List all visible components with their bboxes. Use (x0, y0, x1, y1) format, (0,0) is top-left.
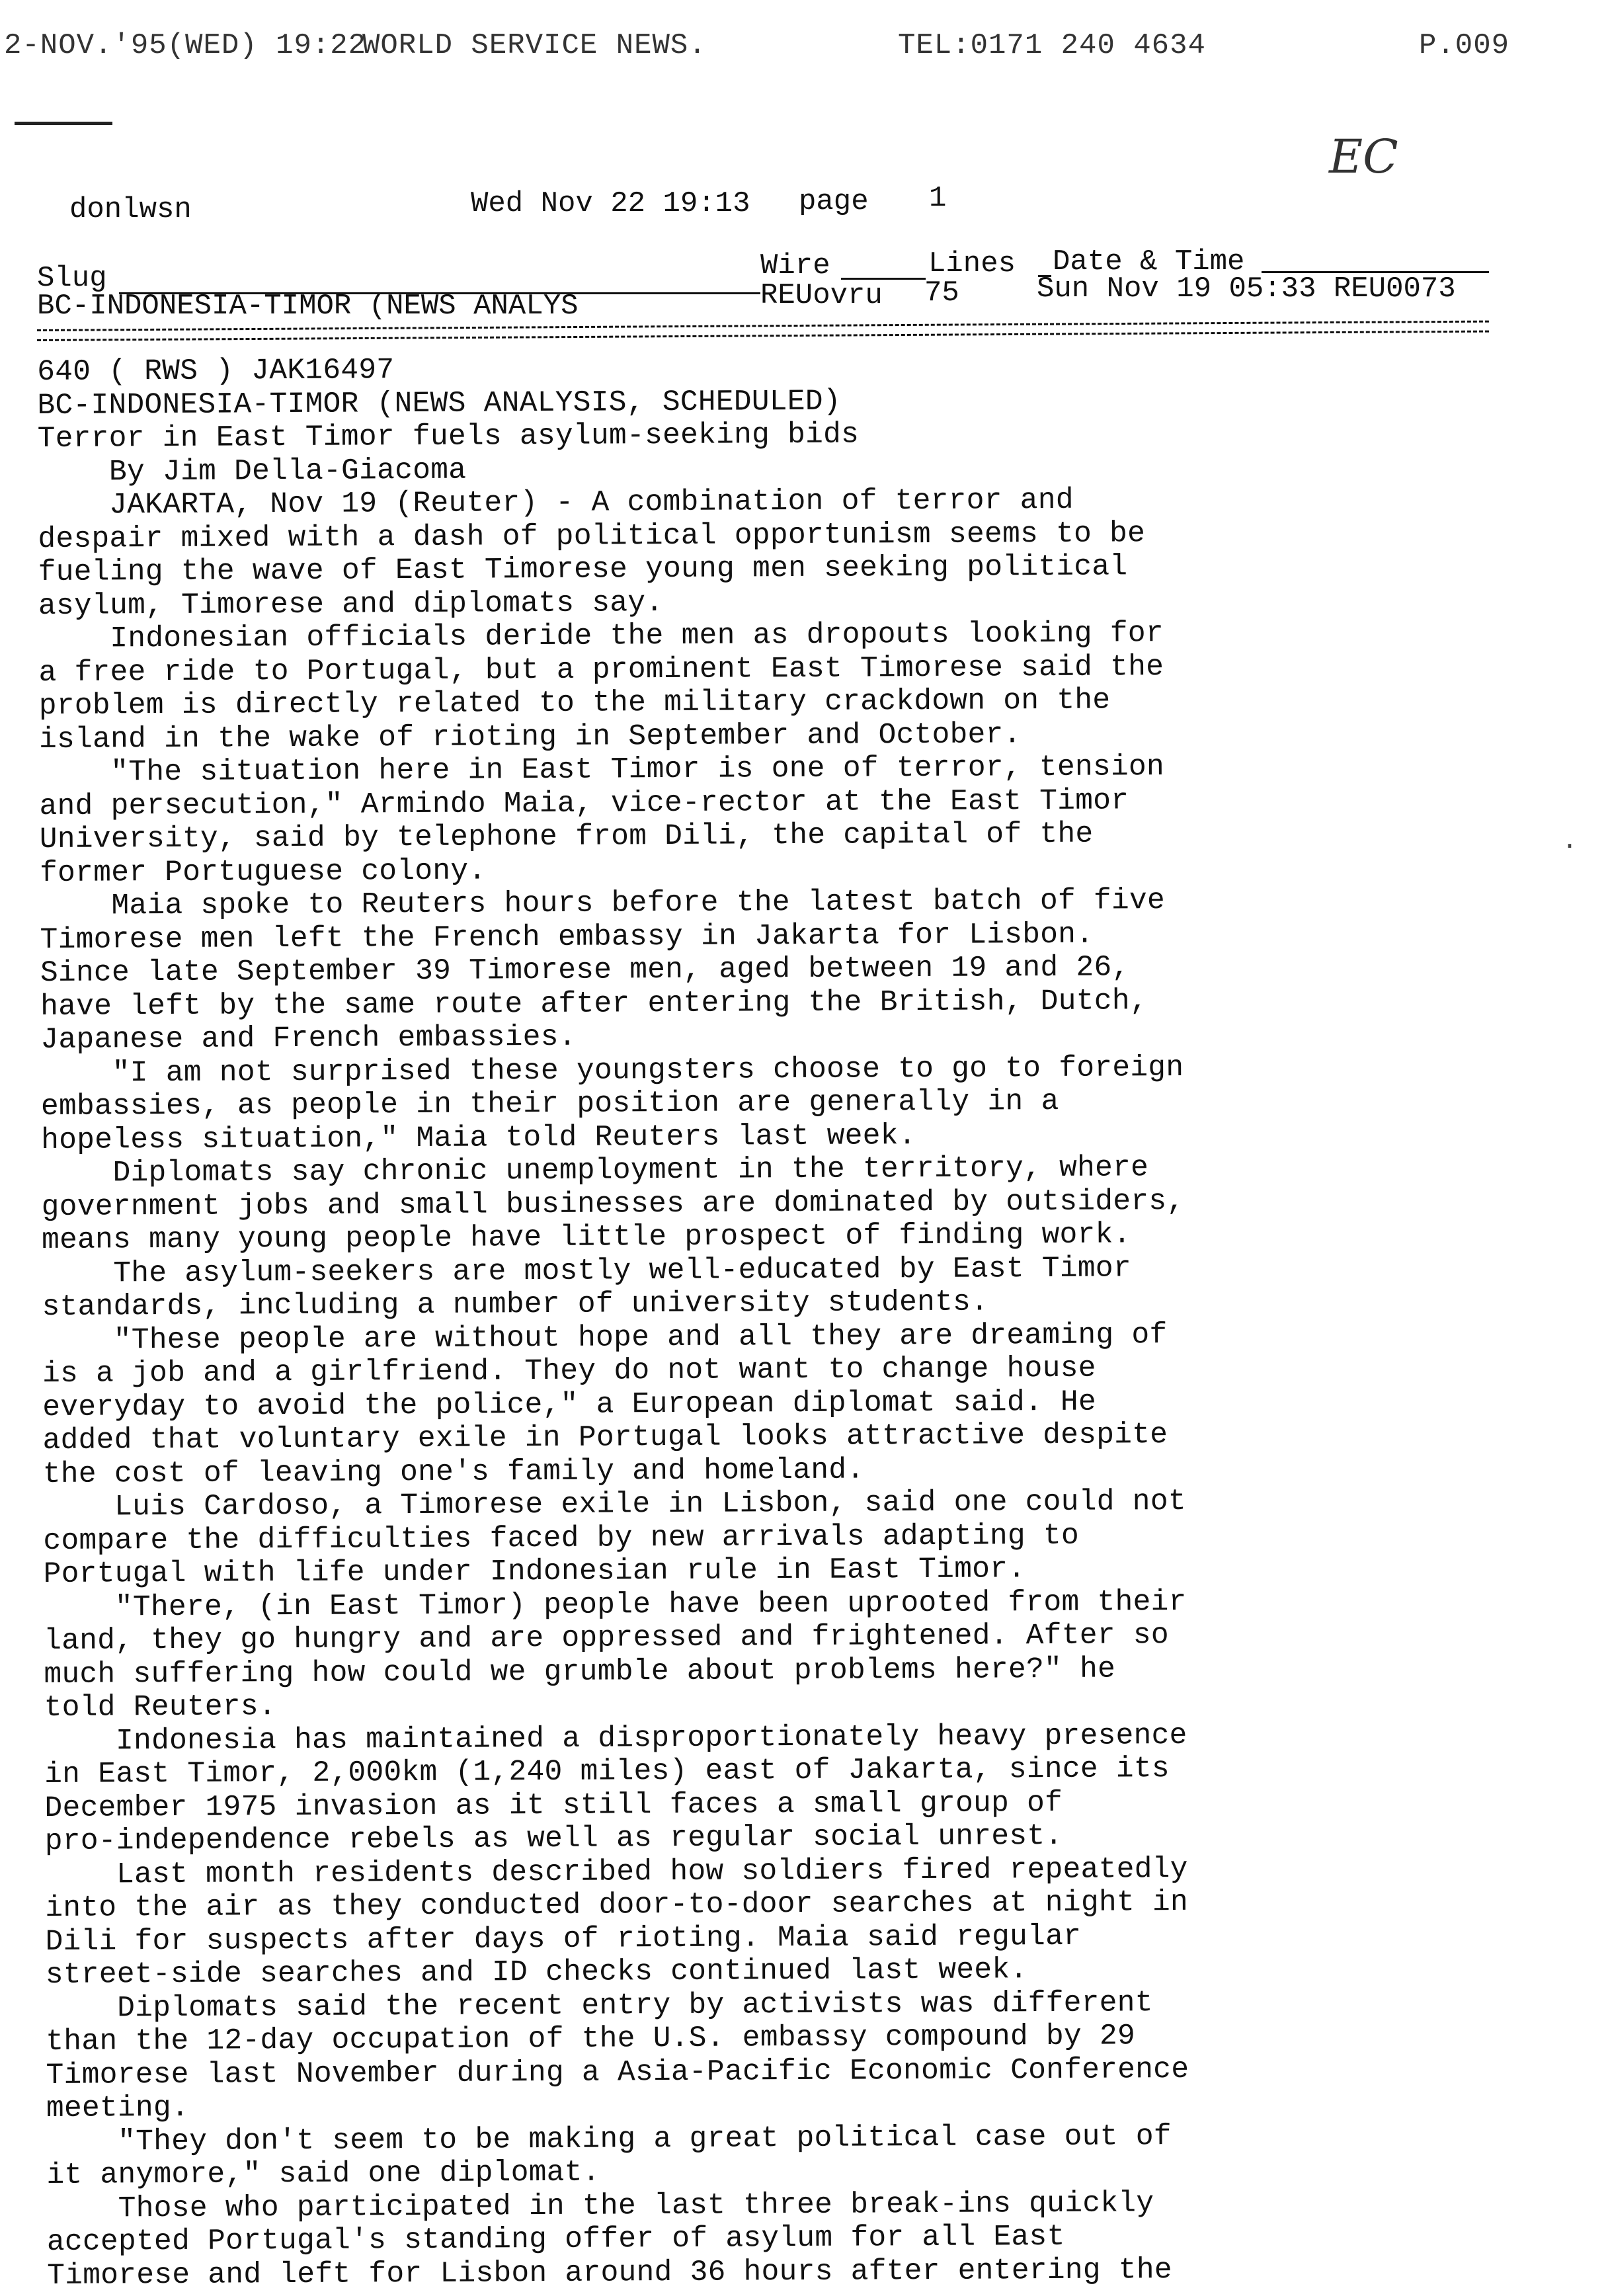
article-body (37, 348, 1568, 2293)
article-line: University, said by telephone from Dili, the capital of the (39, 817, 1094, 856)
fax-date: 2-NOV.'95(WED) 19:22 (4, 29, 367, 62)
article-line: accepted Portugal's standing offer of asylum for all East (46, 2220, 1065, 2259)
lines-label: Lines (928, 247, 1016, 280)
article-line: "I am not surprised these youngsters choose to go to foreign (40, 1051, 1184, 1090)
fax-divider (15, 122, 112, 125)
article-line: "They don't seem to be making a great political case out of (46, 2119, 1172, 2159)
article-line: Since late September 39 Timorese men, aged between 19 and 26, (40, 951, 1130, 990)
article-line: than the 12-day occupation of the U.S. embassy compound by 29 (46, 2020, 1136, 2059)
article-line: island in the wake of rioting in September and October. (38, 718, 1022, 757)
article-line: problem is directly related to the military crackdown on the (38, 684, 1111, 723)
article-line: land, they go hungry and are oppressed and frightened. After so (44, 1619, 1169, 1658)
article-line: a free ride to Portugal, but a prominent East Timorese said the (38, 650, 1164, 690)
entry-lines: 75 (924, 276, 959, 309)
article-line: Dili for suspects after days of rioting. Maia said regular (45, 1920, 1082, 1959)
article-line: fueling the wave of East Timorese young men seeking political (38, 550, 1128, 589)
article-line: Terror in East Timor fuels asylum-seeking bids (37, 418, 860, 456)
article-line: Timorese last November during a Asia-Pacific Economic Conference (46, 2053, 1189, 2092)
fax-page-number: P.009 (1419, 29, 1510, 62)
double-rule-separator (37, 321, 1489, 341)
article-line: have left by the same route after entering the British, Dutch, (40, 984, 1148, 1024)
article-line: standards, including a number of university students. (42, 1286, 989, 1324)
article-line: told Reuters. (44, 1690, 276, 1725)
slug-label: Slug (37, 262, 107, 295)
entry-slug: BC-INDONESIA-TIMOR (NEWS ANALYS (37, 290, 579, 323)
fax-sender: WORLD SERVICE NEWS. (362, 29, 707, 62)
article-line: pro-independence rebels as well as regular social unrest. (44, 1819, 1063, 1858)
article-line: "There, (in East Timor) people have been uprooted from their (43, 1585, 1187, 1625)
article-line: much suffering how could we grumble about problems here?" he (44, 1652, 1116, 1692)
article-line: government jobs and small businesses are dominated by outsiders, (41, 1184, 1185, 1224)
article-line: it anymore," said one diplomat. (46, 2156, 600, 2192)
article-line: into the air as they conducted door-to-door searches at night in (45, 1885, 1189, 1925)
article-line: is a job and a girlfriend. They do not want to change house (42, 1352, 1096, 1391)
header-user: donlwsn (69, 193, 192, 226)
article-line: Indonesian officials deride the men as dropouts looking for (38, 617, 1164, 656)
header-page-label: page (799, 185, 869, 218)
article-line: Japanese and French embassies. (40, 1020, 577, 1057)
article-line: December 1975 invasion as it still faces a small group of (44, 1786, 1063, 1825)
article-line: Portugal with life under Indonesian rule in East Timor. (43, 1553, 1026, 1591)
article-line: The asylum-seekers are mostly well-educated by East Timor (42, 1251, 1132, 1291)
datetime-label: Date & Time (1053, 245, 1245, 278)
article-line: Luis Cardoso, a Timorese exile in Lisbon, said one could not (42, 1485, 1186, 1524)
article-line: means many young people have little prospect of finding work. (41, 1218, 1131, 1257)
article-line: Diplomats said the recent entry by activists was different (45, 1986, 1153, 2026)
article-line: compare the difficulties faced by new arrivals adapting to (43, 1519, 1080, 1558)
article-line: despair mixed with a dash of political opportunism seems to be (38, 516, 1146, 556)
article-line: Those who participated in the last three break-ins quickly (46, 2186, 1154, 2226)
article-line: in East Timor, 2,000km (1,240 miles) east of Jakarta, since its (44, 1752, 1170, 1791)
article-line: asylum, Timorese and diplomats say. (38, 586, 664, 623)
header-date: Wed Nov 22 19:13 (471, 187, 750, 220)
article-line: Timorese and left for Lisbon around 36 hours after entering the (47, 2253, 1172, 2293)
article-line: Diplomats say chronic unemployment in the territory, where (41, 1151, 1149, 1190)
wire-label: Wire (760, 249, 830, 282)
article-line: meeting. (46, 2091, 190, 2125)
entry-wire: REUovru (760, 279, 883, 312)
article-line: the cost of leaving one's family and homeland. (42, 1453, 865, 1491)
handwritten-annotation: EC (1329, 130, 1398, 184)
article-line: embassies, as people in their position are generally in a (40, 1085, 1059, 1124)
fax-telephone: TEL:0171 240 4634 (898, 29, 1206, 62)
article-line: former Portuguese colony. (39, 854, 487, 890)
article-line: hopeless situation," Maia told Reuters last week. (41, 1119, 916, 1157)
article-line: everyday to avoid the police," a European diplomat said. He (42, 1385, 1097, 1424)
article-line: Last month residents described how soldiers fired repeatedly (44, 1852, 1188, 1892)
header-page-number: 1 (929, 182, 947, 215)
article-line: street-side searches and ID checks continued last week. (45, 1953, 1028, 1992)
article-line: Timorese men left the French embassy in Jakarta for Lisbon. (40, 918, 1094, 957)
article-line: "The situation here in East Timor is one of terror, tension (39, 751, 1165, 790)
article-line: JAKARTA, Nov 19 (Reuter) - A combination of terror and (38, 483, 1074, 522)
entry-datetime: Sun Nov 19 05:33 REU0073 (1037, 272, 1456, 306)
stray-mark: . (1562, 827, 1578, 856)
article-line: By Jim Della-Giacoma (37, 454, 467, 489)
article-line: 640 ( RWS ) JAK16497 (37, 354, 395, 389)
article-line: and persecution," Armindo Maia, vice-rector at the East Timor (39, 784, 1129, 823)
article-line: added that voluntary exile in Portugal looks attractive despite (42, 1418, 1168, 1457)
article-line: Maia spoke to Reuters hours before the latest batch of five (40, 884, 1166, 923)
article-line: Indonesia has maintained a disproportionately heavy presence (44, 1719, 1187, 1758)
article-line: BC-INDONESIA-TIMOR (NEWS ANALYSIS, SCHEDULED) (37, 385, 841, 423)
article-line: "These people are without hope and all they are dreaming of (42, 1318, 1168, 1358)
